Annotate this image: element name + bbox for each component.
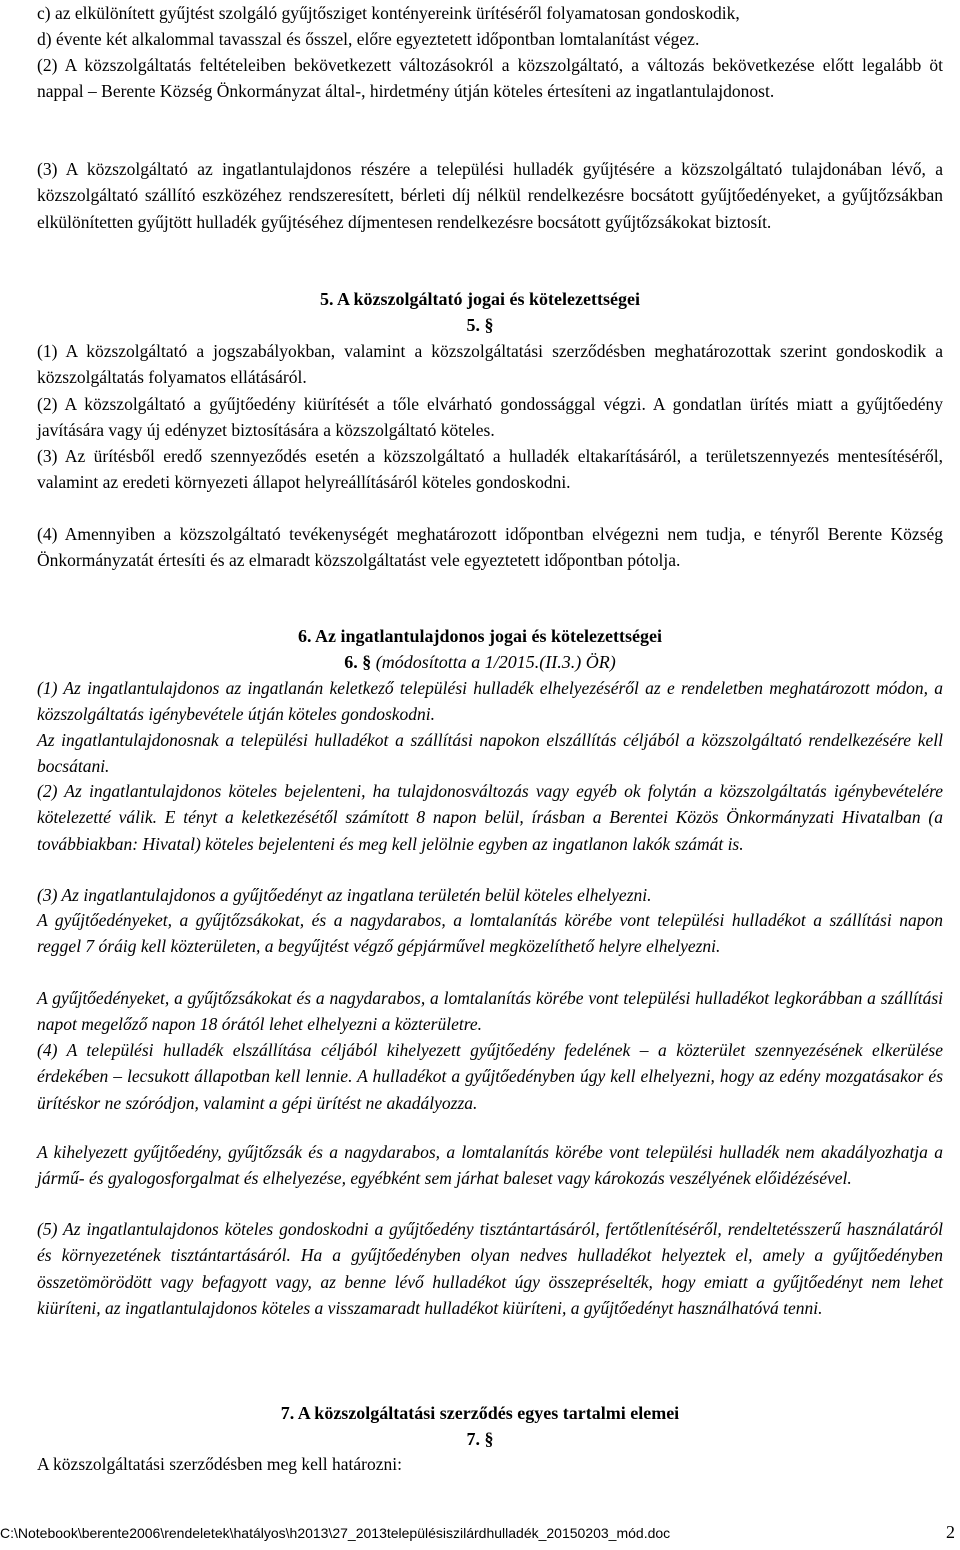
section-7-title: 7. A közszolgáltatási szerződés egyes tartalmi elemei — [280, 1403, 680, 1423]
section-6-paragraph-1b: Az ingatlantulajdonosnak a települési hulladékot a szállítási napokon elszállítás céljából a közszolgáltató rendelkezésére kell bocsátani. — [37, 730, 943, 777]
list-item-d: d) évente két alkalommal tavasszal és ősszel, előre egyeztetett időpontban lomtalanítást végez. — [37, 29, 700, 49]
file-path: C:\Notebook\berente2006\rendeletek\hatályos\h2013\27_2013településiszilárdhulladék_20150203_mód.doc — [0, 1525, 671, 1541]
section-6-amendment-note: (módosította a 1/2015.(II.3.) ÖR) — [375, 652, 616, 672]
page-number: 2 — [946, 1522, 955, 1542]
section-6-paragraph-3c: A gyűjtőedényeket, a gyűjtőzsákokat és a nagydarabos, a lomtalanítás körébe vont települési hulladékot legkorábban a szállítási napot megelőző napon 18 órától lehet elhelyezni a közterületre. — [37, 988, 943, 1035]
paragraph-2: (2) A közszolgáltatás feltételeiben bekövetkezett változásokról a közszolgáltató, a változás bekövetkezése előtt legalább öt nappal – Berente Község Önkormányzat által-, hirdetmény útján köteles értesíteni az ingatlantulajdonost. — [37, 55, 943, 102]
section-5-paragraph-2: (2) A közszolgáltató a gyűjtőedény kiürítését a tőle elvárható gondossággal végzi. A gondatlan ürítés miatt a gyűjtőedény javítására vagy új edényzet biztosítására a közszolgáltató köteles. — [37, 394, 943, 441]
section-6-paragraph-3a: (3) Az ingatlantulajdonos a gyűjtőedényt az ingatlana területén belül köteles elhelyezni. — [37, 885, 652, 905]
section-7-paragraph-1: A közszolgáltatási szerződésben meg kell határozni: — [37, 1454, 402, 1474]
section-6-number-line — [0, 649, 960, 675]
section-5-number: 5. § — [466, 315, 494, 335]
section-6-paragraph-3b: A gyűjtőedényeket, a gyűjtőzsákokat, és a nagydarabos, a lomtalanítás körébe vont települési hulladékot a szállítási napon reggel 7 óráig kell közterületen, a begyűjtést végző gépjárművel megközelíthető helyre elhelyezni. — [37, 910, 943, 957]
section-6-paragraph-1a: (1) Az ingatlantulajdonos az ingatlanán keletkező települési hulladék elhelyezéséről az e rendeletben meghatározott módon, a közszolgáltatás igénybevétele útján köteles gondoskodni. — [37, 678, 943, 725]
section-5-paragraph-4: (4) Amennyiben a közszolgáltató tevékenységét meghatározott időpontban elvégezni nem tudja, e tényről Berente Község Önkormányzatát értesíti és az elmaradt közszolgáltatást vele egyeztetett időpontban pótolja. — [37, 524, 943, 571]
paragraph-3: (3) A közszolgáltató az ingatlantulajdonos részére a települési hulladék gyűjtésére a közszolgáltató tulajdonában lévő, a közszolgáltató szállító eszközéhez rendszeresített, bérleti díj nélkül rendelkezésre bocsátott gyűjtőedényeket, a gyűjtőzsákban elkülönítetten gyűjtött hulladék gyűjtéséhez díjmentesen rendelkezésre bocsátott gyűjtőzsákokat biztosít. — [37, 159, 943, 232]
section-7-number: 7. § — [466, 1429, 494, 1449]
section-6-number: 6. § — [344, 652, 372, 672]
section-6-title: 6. Az ingatlantulajdonos jogai és kötelezettségei — [298, 626, 662, 646]
list-item-c: c) az elkülönített gyűjtést szolgáló gyűjtősziget kontényereink ürítéséről folyamatosan gondoskodik, — [37, 3, 740, 23]
section-5-paragraph-1: (1) A közszolgáltató a jogszabályokban, valamint a közszolgáltatási szerződésben meghatározottak szerint gondoskodik a közszolgáltatás folyamatos ellátásáról. — [37, 341, 943, 388]
section-6-paragraph-5: (5) Az ingatlantulajdonos köteles gondoskodni a gyűjtőedény tisztántartásáról, fertőtlenítéséről, rendeltetésszerű használatáról és környezetének tisztántartásáról. Ha a gyűjtőedényben olyan nedves hulladékot helyeztek el, amely a gyűjtőedényben összetömörödött vagy befagyott vagy, az benne lévő hulladékot úgy összepréselték, hogy emiatt a gyűjtőedényt nem lehet kiüríteni, az ingatlantulajdonos köteles a visszamaradt hulladékot kiüríteni, a gyűjtőedényt használhatóvá tenni. — [37, 1219, 943, 1318]
section-5-title: 5. A közszolgáltató jogai és kötelezettségei — [320, 289, 640, 309]
section-6-paragraph-2: (2) Az ingatlantulajdonos köteles bejelenteni, ha tulajdonosváltozás vagy egyéb ok folytán a közszolgáltatás igénybevételére kötelezetté válik. E tényt a keletkezésétől számított 8 napon belül, írásban a Berentei Közös Önkormányzati Hivatalban (a továbbiakban: Hivatal) köteles bejelenteni és meg kell jelölnie egyben az ingatlanon lakók számát is. — [37, 781, 943, 854]
section-6-paragraph-4a: (4) A települési hulladék elszállítása céljából kihelyezett gyűjtőedény fedelének – a közterület szennyezésének elkerülése érdekében – lecsukott állapotban kell lennie. A hulladékot a gyűjtőedényben úgy kell elhelyezni, hogy az edény mozgatásakor és ürítéskor ne szóródjon, valamint a gépi ürítést ne akadályozza. — [37, 1040, 943, 1113]
section-6-paragraph-4b: A kihelyezett gyűjtőedény, gyűjtőzsák és a nagydarabos, a lomtalanítás körébe vont települési hulladék nem akadályozhatja a jármű- és gyalogosforgalmat és elhelyezése, egyébként sem járhat baleset vagy károkozás veszélyének előidézésével. — [37, 1142, 943, 1189]
section-5-paragraph-3: (3) Az ürítésből eredő szennyeződés esetén a közszolgáltató a hulladék eltakarításáról, a területszennyezés mentesítéséről, valamint az eredeti környezeti állapot helyreállításáról köteles gondoskodni. — [37, 446, 943, 493]
